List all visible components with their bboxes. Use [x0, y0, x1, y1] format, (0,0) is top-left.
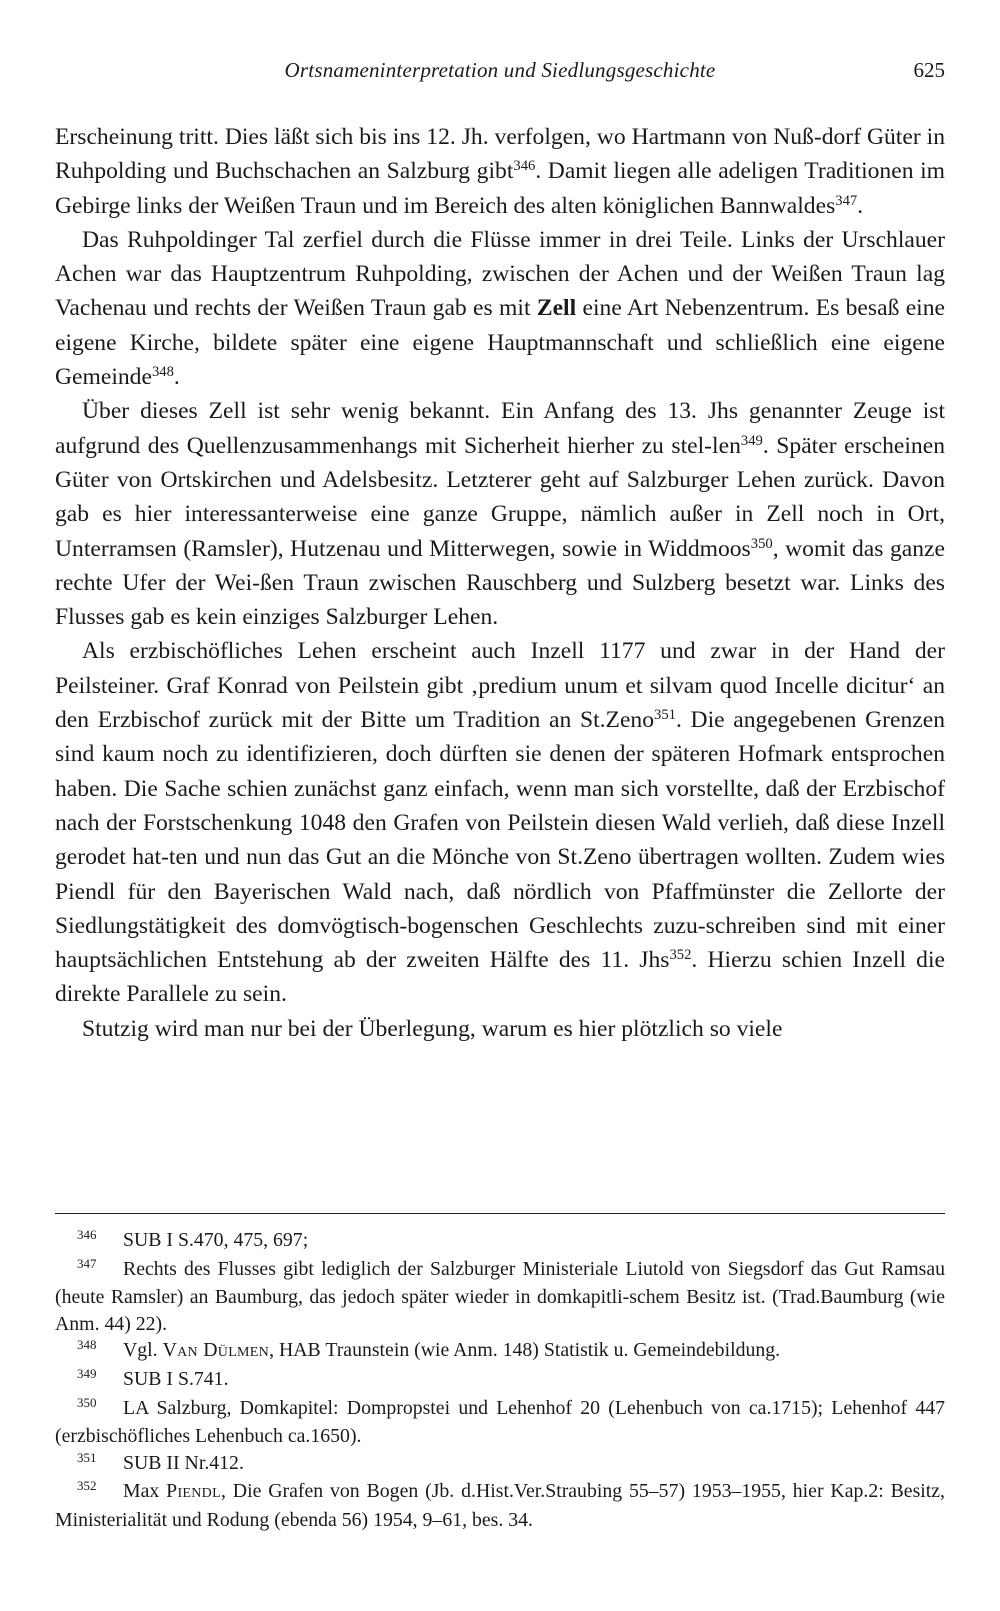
footnote-ref-352: 352	[669, 947, 692, 964]
footnote-number: 347	[77, 1255, 97, 1271]
footnote-text: Rechts des Flusses gibt lediglich der Salzburger Ministeriale Liutold von Siegsdorf das Gut Ramsau (heute Ramsler) an Baumburg, das jedoch später wieder in domkapitli-schem Besitz ist. (Trad.Baumburg (wie Anm. 44) 22).	[55, 1257, 945, 1335]
paragraph-4	[55, 634, 945, 1011]
p3-text-b: . Später erscheinen Güter von Ortskirchen und Adelsbesitz. Letzterer geht auf Salzburger Lehen zurück. Davon gab es hier interessanterweise eine ganze Gruppe, nämlich außer in Zell noch in Ort, Unterramsen (Ramsler), Hutzenau und Mitterwegen, sowie in Widdmoos	[55, 432, 945, 562]
paragraph-2	[55, 223, 945, 394]
running-title: Ortsnameninterpretation und Siedlungsgeschichte	[284, 58, 716, 82]
p3-text-a: Über dieses Zell ist sehr wenig bekannt. Ein Anfang des 13. Jhs genannter Zeuge ist aufgrund des Quellenzusammenhangs mit Sicherheit hierher zu stel-len	[55, 398, 945, 459]
footnote-text: LA Salzburg, Domkapitel: Dompropstei und Lehenhof 20 (Lehenbuch von ca.1715); Lehenhof 447 (erzbischöfliches Lehenbuch ca.1650).	[55, 1396, 945, 1448]
footnote-number: 352	[77, 1478, 97, 1494]
paragraph-5	[55, 1012, 945, 1046]
footnote	[55, 1366, 945, 1395]
footnotes	[55, 1227, 945, 1534]
p2-text-a: Das Ruhpoldinger Tal zerfiel durch die Flüsse immer in drei Teile. Links der Urschlauer Achen war das Hauptzentrum Ruhpolding, zwischen der Achen und der Weißen Traun lag Vachenau und rechts der Weißen Traun gab es mit	[55, 226, 945, 322]
footnote-text: , HAB Traunstein (wie Anm. 148) Statistik u. Gemeindebildung.	[269, 1339, 781, 1362]
footnote-text: , Die Grafen von Bogen (Jb. d.Hist.Ver.Straubing 55–57) 1953–1955, hier Kap.2: Besitz, Ministerialität und Rodung (ebenda 56) 1954, 9–61, bes. 34.	[55, 1480, 945, 1531]
footnote-ref-348: 348	[151, 364, 174, 381]
footnote	[55, 1478, 945, 1533]
p2-text-b: eine Art Nebenzentrum. Es besaß eine eigene Kirche, bildete später eine eigene Hauptmannschaft und schließlich eine eigene Gemeinde	[55, 295, 945, 391]
footnote-author: Van Dülmen	[162, 1339, 270, 1362]
p4-text-a: Als erzbischöfliches Lehen erscheint auch Inzell 1177 und zwar in der Hand der Peilsteiner. Graf Konrad von Peilstein gibt ‚predium unum et silvam quod Incelle dicitur‘ an den Erzbischof zurück mit der Bitte um Tradition an St.Zeno	[55, 638, 945, 734]
footnote	[55, 1395, 945, 1450]
p2-text-c: .	[173, 364, 180, 391]
footnote-number: 351	[77, 1449, 97, 1465]
p4-text-c: . Hierzu schien Inzell die direkte Parallele zu sein.	[55, 947, 945, 1008]
footnote	[55, 1450, 945, 1479]
footnote-number: 350	[77, 1394, 97, 1410]
footnote	[55, 1256, 945, 1338]
footnote-text: SUB I S.741.	[123, 1367, 229, 1390]
p1-text-c: .	[857, 192, 864, 219]
footnote-author: Piendl	[166, 1480, 221, 1503]
footnote	[55, 1337, 945, 1366]
p5-text-a: Stutzig wird man nur bei der Überlegung, warum es hier plötzlich so viele	[82, 1015, 783, 1042]
emphasis-zell: Zell	[536, 295, 577, 322]
footnote-ref-347: 347	[835, 192, 858, 209]
footnote	[55, 1227, 945, 1256]
footnote-number: 348	[77, 1337, 97, 1353]
paragraph-1	[55, 120, 945, 223]
page-number: 625	[913, 58, 945, 82]
page-header	[55, 58, 945, 90]
footnote-ref-350: 350	[750, 535, 773, 552]
footnote-number: 349	[77, 1365, 97, 1381]
p3-text-c: , womit das ganze rechte Ufer der Wei-ßen Traun zwischen Rauschberg und Sulzberg besetzt war. Links des Flusses gab es kein einziges Salzburger Lehen.	[55, 535, 945, 631]
footnote-number: 346	[77, 1227, 97, 1242]
p1-text-b: . Damit liegen alle adeligen Traditionen im Gebirge links der Weißen Traun und im Bereich des alten königlichen Bannwaldes	[55, 158, 945, 219]
footnote-ref-351: 351	[654, 707, 676, 723]
footnote-prefix: Max	[123, 1480, 167, 1503]
footnote-text: SUB II Nr.412.	[123, 1451, 244, 1474]
footnote-separator	[55, 1213, 945, 1214]
p4-text-b: . Die angegebenen Grenzen sind kaum noch zu identifizieren, doch dürften sie denen der späteren Hofmark entsprochen haben. Die Sache schien zunächst ganz einfach, wenn man sich vorstellte, daß der Erzbischof nach der Forstschenkung 1048 den Grafen von Peilstein diesen Wald verlieh, daß diese Inzell gerodet hat-ten und nun das Gut an die Mönche von St.Zeno übertragen wollten. Zudem wies Piendl für den Bayerischen Wald nach, daß nördlich von Pfaffmünster die Zellorte der Siedlungstätigkeit des domvögtisch-bogenschen Geschlechts zuzu-schreiben sind mit einer hauptsächlichen Entstehung ab der zweiten Hälfte des 11. Jhs	[55, 707, 945, 974]
p1-text-a: Erscheinung tritt. Dies läßt sich bis ins 12. Jh. verfolgen, wo Hartmann von Nuß-dorf Güter in Ruhpolding und Buchschachen an Salzburg gibt	[55, 124, 945, 185]
footnote-ref-349: 349	[740, 432, 763, 449]
footnote-text: SUB I S.470, 475, 697;	[123, 1229, 309, 1251]
paragraph-3	[55, 394, 945, 634]
footnote-prefix: Vgl.	[123, 1339, 163, 1362]
footnote-ref-346: 346	[513, 158, 536, 175]
body-text	[55, 120, 945, 1046]
